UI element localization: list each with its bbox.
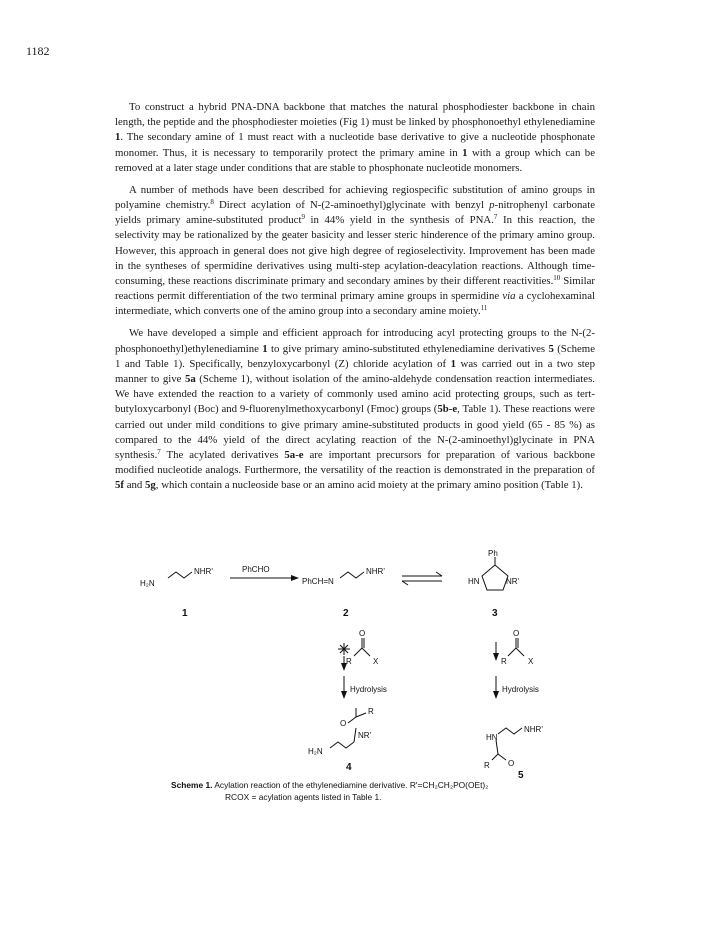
- compound-1-h2n: H₂N: [140, 579, 155, 588]
- compound-2-nhr: NHR': [366, 567, 385, 576]
- compound-4-r: R: [368, 707, 374, 716]
- compound-label-3: 3: [492, 608, 498, 619]
- page-number: 1182: [26, 44, 50, 58]
- caption-label: Scheme 1.: [171, 780, 213, 790]
- compound-5-o: O: [508, 759, 515, 768]
- compound-3-nr: NR': [506, 577, 520, 586]
- acyl-left-x: X: [373, 657, 379, 666]
- compound-3-ph: Ph: [488, 549, 498, 558]
- compound-2-phch: PhCH=N: [302, 577, 334, 586]
- hydrolysis-label-left: Hydrolysis: [350, 685, 387, 694]
- acyl-left-o: O: [359, 629, 366, 638]
- compound-5-chain: [498, 728, 522, 734]
- acyl-left-r: R: [346, 657, 352, 666]
- compound-5-r: R: [484, 761, 490, 770]
- scheme-diagram: [140, 548, 580, 778]
- hydrolysis-label-right: Hydrolysis: [502, 685, 539, 694]
- compound-1-nhr: NHR': [194, 567, 213, 576]
- compound-label-4: 4: [346, 762, 352, 773]
- compound-2-chain: [340, 572, 364, 578]
- paragraph-3: We have developed a simple and efficient approach for introducing acyl protecting groups to the N-(2-phosphonoethyl)ethylenediamine 1 to give primary amino-substituted ethylenediamine derivatives 5 (Scheme 1 and Table 1). Specifically, benzyloxycarbonyl (Z) chloride acylation of 1 was carried out in a two step manner to give 5a (Scheme 1), without isolation of the amino-aldehyde condensation reaction intermediates. We have extended the reaction to a variety of commonly used amino acid protecting groups, such as tert-butyloxycarbonyl (Boc) and 9-fluorenylmethoxycarbonyl (Fmoc) groups (5b-e, Table 1). These reactions were carried out under mild conditions to give primary amine-substituted products in good yield (65 - 85 %) as compared to the 44% yield of the direct acylating reaction of the N-(2-aminoethyl)glycinate in PNA synthesis.$^7$ The acylated derivatives 5a-e are important precursors for preparation of various backbone modified nucleotide analogs. Furthermore, the versatility of the reaction is demonstrated in the preparation of 5f and 5g, which contain a nucleoside base or an amino acid moiety at the primary amino position (Table 1).: [115, 327, 595, 492]
- reagent-label: PhCHO: [242, 565, 270, 574]
- scheme-caption: [171, 780, 488, 803]
- cleavage-mark: [338, 643, 350, 655]
- reaction-scheme: [140, 548, 580, 778]
- caption-line-2: RCOX = acylation agents listed in Table 1.: [225, 791, 382, 802]
- compound-1-chain: [168, 572, 192, 578]
- caption-line-1: Acylation reaction of the ethylenediamine derivative. R'=CH₂CH₂PO(OEt)₂: [214, 780, 489, 790]
- compound-5-hn: HN: [486, 733, 498, 742]
- acyl-right-r: R: [501, 657, 507, 666]
- compound-4-o: O: [340, 719, 347, 728]
- acyl-right-x: X: [528, 657, 534, 666]
- compound-3-hn: HN: [468, 577, 480, 586]
- compound-label-2: 2: [343, 608, 349, 619]
- compound-4-h2n: H₂N: [308, 747, 323, 756]
- compound-4-carbonyl: [348, 708, 356, 723]
- compound-4-nr: NR': [358, 731, 372, 740]
- paragraph-2: A number of methods have been described for achieving regiospecific substitution of amino groups in polyamine chemistry.$^8$ Direct acylation of N-(2-aminoethyl)glycinate with benzyl p-nitrophenyl carbonate yields primary amine-substituted product$^9$ in 44% yield in the synthesis of PNA.$^7$ In this reaction, the selectivity may be rationalized by the geater basicity and lesser steric hinderence of the primary amino group. However, this approach in general does not give high degree of regioselectivity. Improvement has been made in the syntheses of spermidine derivatives using multi-step acylation-deacylation reactions. Although time-consuming, these reactions discriminate primary and secondary amines by their different reactivities.$^{10}$ Similar reactions permit differentiation of the two terminal primary amine groups in spermidine via a cyclohexaminal intermediate, which converts one of the amino group into a secondary amine moiety.$^{11}$: [115, 183, 595, 318]
- compound-label-5: 5: [518, 770, 524, 778]
- compound-4-chain: [330, 742, 354, 748]
- body-text: [115, 100, 595, 500]
- paragraph-1: To construct a hybrid PNA-DNA backbone that matches the natural phosphodiester backbone in chain length, the peptide and the phosphodiester moieties (Fig 1) must be linked by phosphonoethyl ethylenediamine 1. The secondary amine of 1 must react with a nucleotide base derivative to give a nucleotide phosphonate monomer. Thus, it is necessary to temporarily protect the primary amine in 1 with a group which can be removed at a later stage under conditions that are stable to phosphonate nucleotide monomers.: [115, 101, 595, 174]
- compound-label-1: 1: [182, 608, 188, 619]
- compound-3-ring: [482, 565, 508, 590]
- compound-5-nhr: NHR': [524, 725, 543, 734]
- acyl-right-o: O: [513, 629, 520, 638]
